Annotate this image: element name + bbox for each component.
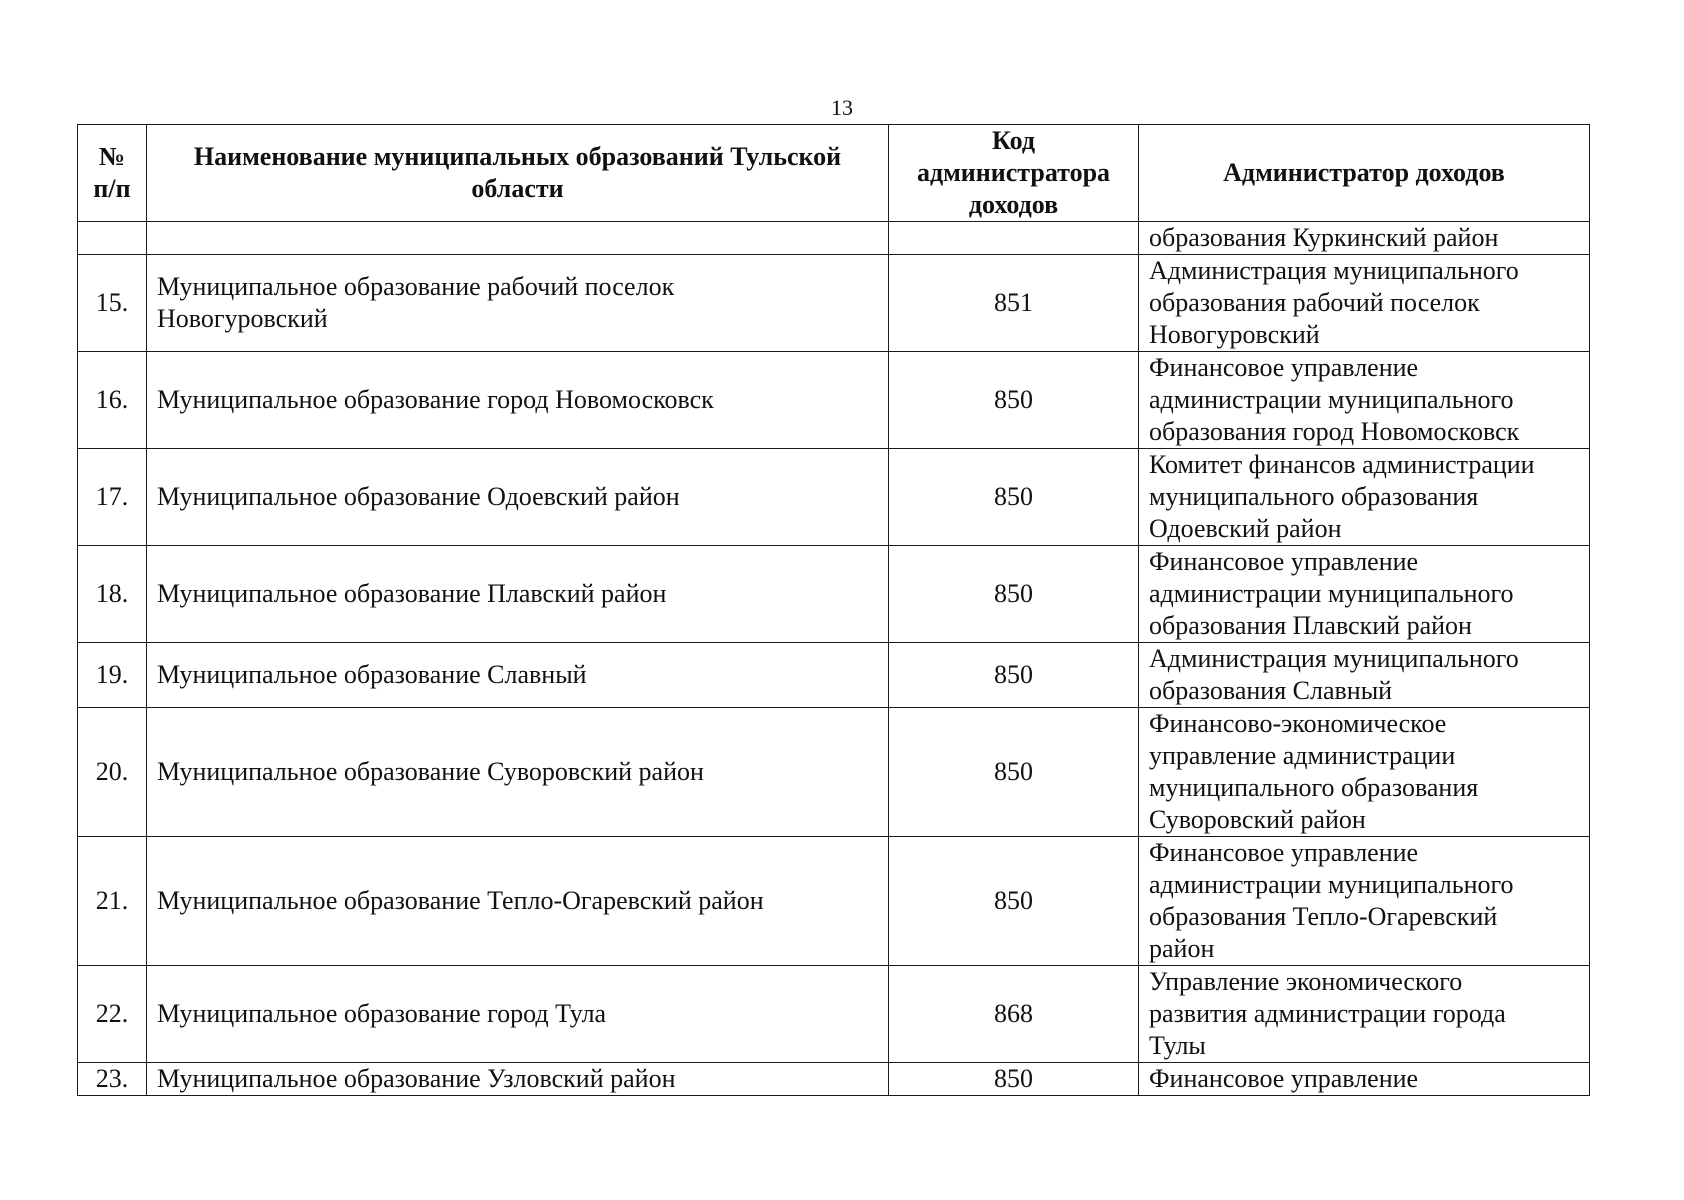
table-body <box>78 222 1590 1096</box>
revenue-administrator-line: район <box>1149 934 1215 963</box>
revenue-administrator-line: муниципального образования <box>1149 773 1479 802</box>
cell-revenue-administrator <box>1139 352 1590 449</box>
revenue-administrator-line: управление администрации <box>1149 741 1456 770</box>
cell-administrator-code <box>889 222 1139 255</box>
municipality-name-line: Муниципальное образование рабочий поселок <box>157 272 675 301</box>
table-row <box>78 352 1590 449</box>
header-revenue-administrator: Администратор доходов <box>1139 125 1590 222</box>
municipality-name-line: Муниципальное образование город Новомосковск <box>157 385 714 414</box>
revenue-administrator-line: Тулы <box>1149 1031 1206 1060</box>
cell-revenue-administrator <box>1139 255 1590 352</box>
table-row <box>78 966 1590 1063</box>
revenue-administrator-line: образования город Новомосковск <box>1149 417 1520 446</box>
cell-number: 21. <box>78 837 147 966</box>
revenue-administrator-line: образования рабочий поселок <box>1149 288 1480 317</box>
cell-municipality-name <box>147 449 889 546</box>
revenue-administrator-line: образования Плавский район <box>1149 611 1472 640</box>
cell-municipality-name <box>147 222 889 255</box>
cell-number: 23. <box>78 1063 147 1096</box>
revenue-administrator-line: муниципального образования <box>1149 482 1479 511</box>
cell-municipality-name <box>147 708 889 837</box>
cell-number: 18. <box>78 546 147 643</box>
revenue-administrator-line: Новогуровский <box>1149 320 1320 349</box>
cell-municipality-name <box>147 966 889 1063</box>
cell-administrator-code: 868 <box>889 966 1139 1063</box>
revenue-administrator-line: администрации муниципального <box>1149 385 1514 414</box>
cell-revenue-administrator: образования Куркинский район <box>1139 222 1590 255</box>
table-row <box>78 708 1590 837</box>
cell-municipality-name <box>147 837 889 966</box>
revenue-administrator-line: Администрация муниципального <box>1149 644 1519 673</box>
cell-administrator-code: 850 <box>889 643 1139 708</box>
cell-administrator-code: 850 <box>889 708 1139 837</box>
revenue-administrator-line: Администрация муниципального <box>1149 256 1519 285</box>
table-header-row <box>78 125 1590 222</box>
cell-number: 15. <box>78 255 147 352</box>
cell-municipality-name <box>147 1063 889 1096</box>
cell-revenue-administrator <box>1139 1063 1590 1096</box>
cell-number: 17. <box>78 449 147 546</box>
revenue-administrator-line: Управление экономического <box>1149 967 1463 996</box>
header-number: № п/п <box>78 125 147 222</box>
revenue-administrator-line: образования Тепло-Огаревский <box>1149 902 1498 931</box>
table-row <box>78 255 1590 352</box>
cell-number <box>78 222 147 255</box>
revenue-administrator-line: администрации муниципального <box>1149 579 1514 608</box>
cell-municipality-name <box>147 352 889 449</box>
table-row <box>78 1063 1590 1096</box>
table-row <box>78 837 1590 966</box>
revenue-administrator-line: Финансово-экономическое <box>1149 709 1447 738</box>
revenue-administrator-line: Финансовое управление <box>1149 353 1419 382</box>
cell-administrator-code: 850 <box>889 1063 1139 1096</box>
cell-revenue-administrator <box>1139 837 1590 966</box>
cell-municipality-name <box>147 546 889 643</box>
revenue-administrator-line: образования Славный <box>1149 676 1393 705</box>
cell-administrator-code: 850 <box>889 546 1139 643</box>
cell-revenue-administrator <box>1139 449 1590 546</box>
cell-number: 20. <box>78 708 147 837</box>
cell-administrator-code: 850 <box>889 449 1139 546</box>
table-row <box>78 449 1590 546</box>
municipality-name-line: Муниципальное образование Одоевский район <box>157 482 680 511</box>
cell-revenue-administrator <box>1139 966 1590 1063</box>
municipality-name-line: Муниципальное образование Тепло-Огаревский район <box>157 886 764 915</box>
table-row-continuation <box>78 222 1590 255</box>
municipality-name-line: Муниципальное образование Узловский район <box>157 1064 676 1093</box>
municipality-name-line: Муниципальное образование Суворовский район <box>157 757 704 786</box>
revenue-administrator-line: Суворовский район <box>1149 805 1366 834</box>
cell-number: 22. <box>78 966 147 1063</box>
cell-municipality-name <box>147 255 889 352</box>
revenue-administrator-line: Финансовое управление <box>1149 1064 1419 1093</box>
revenue-administrator-line: Финансовое управление <box>1149 547 1419 576</box>
cell-revenue-administrator <box>1139 708 1590 837</box>
cell-administrator-code: 851 <box>889 255 1139 352</box>
cell-number: 16. <box>78 352 147 449</box>
revenue-administrator-line: Финансовое управление <box>1149 838 1419 867</box>
municipality-name-line: Муниципальное образование Плавский район <box>157 579 667 608</box>
cell-number: 19. <box>78 643 147 708</box>
municipality-name-line: Муниципальное образование город Тула <box>157 999 607 1028</box>
table-row <box>78 546 1590 643</box>
page-number: 13 <box>831 95 853 120</box>
revenue-administrators-table <box>77 124 1590 1096</box>
cell-administrator-code: 850 <box>889 837 1139 966</box>
cell-revenue-administrator <box>1139 643 1590 708</box>
header-municipality-name: Наименование муниципальных образований Тульской области <box>147 125 889 222</box>
municipality-name-line: Новогуровский <box>157 304 328 333</box>
revenue-administrator-line: Одоевский район <box>1149 514 1342 543</box>
table-row <box>78 643 1590 708</box>
cell-revenue-administrator <box>1139 546 1590 643</box>
revenue-administrator-line: Комитет финансов администрации <box>1149 450 1535 479</box>
revenue-administrator-line: администрации муниципального <box>1149 870 1514 899</box>
revenue-administrator-line: развития администрации города <box>1149 999 1506 1028</box>
municipality-name-line: Муниципальное образование Славный <box>157 660 587 689</box>
header-administrator-code: Код администратора доходов <box>889 125 1139 222</box>
cell-administrator-code: 850 <box>889 352 1139 449</box>
cell-municipality-name <box>147 643 889 708</box>
